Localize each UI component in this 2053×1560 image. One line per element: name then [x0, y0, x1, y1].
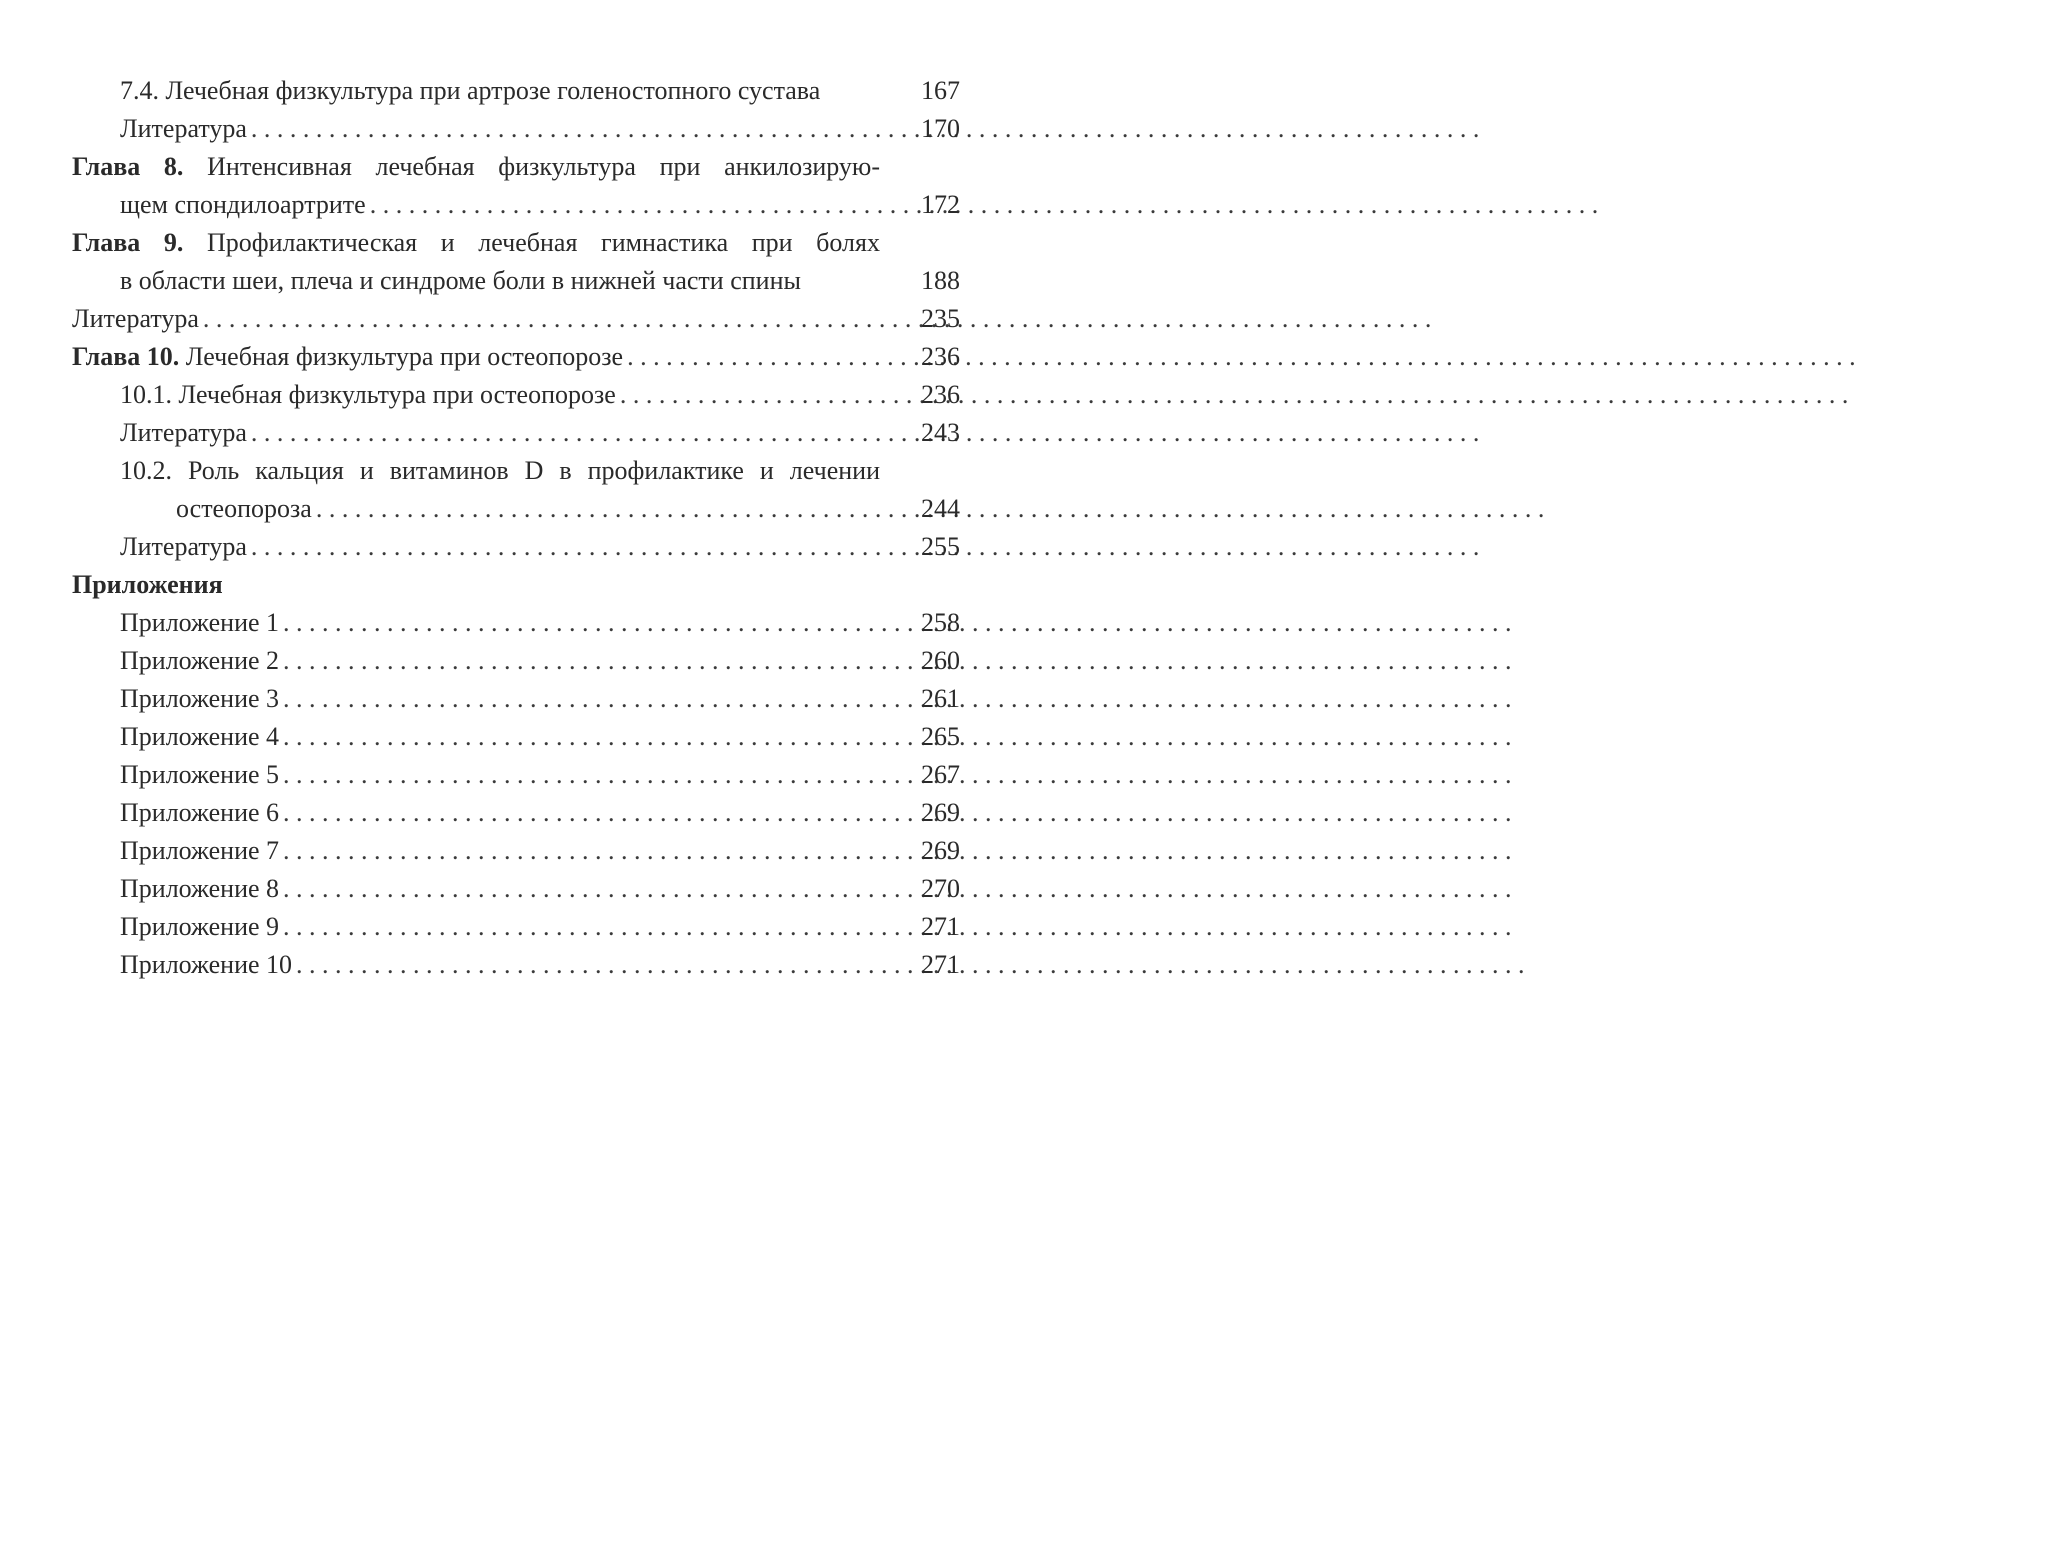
toc-entry-title: Литература — [72, 304, 199, 333]
toc-entry-title: 10.2. Роль кальция и витаминов D в профилактике и лечении — [120, 456, 880, 485]
toc-entry-title: Приложение 10 — [120, 950, 293, 979]
dot-leader — [279, 908, 884, 946]
toc-entry-page: 267 — [921, 760, 960, 789]
dot-leader — [279, 642, 884, 680]
dot-leader — [279, 604, 884, 642]
dot-leader — [279, 870, 884, 908]
toc-entry-page: 244 — [921, 494, 960, 523]
toc-entry-title: Литература — [120, 532, 247, 561]
toc-entry — [72, 110, 960, 148]
dot-leader — [616, 376, 884, 414]
toc-entry-title-continued: в области шеи, плеча и синдроме боли в нижней части спины — [120, 266, 801, 295]
toc-entry — [72, 528, 960, 566]
chapter-label: Глава 9. — [72, 228, 184, 257]
toc-entry-title: 7.4. Лечебная физкультура при артрозе голеностопного сустава — [120, 76, 821, 105]
toc-entry — [72, 794, 960, 832]
toc-entry-title: Интенсивная лечебная физкультура при анкилозирую- — [207, 152, 880, 181]
toc-entry-page: 170 — [921, 114, 960, 143]
dot-leader — [247, 528, 884, 566]
toc-entry-title: Приложение 7 — [120, 836, 280, 865]
dot-leader — [292, 946, 884, 984]
toc-entry — [72, 946, 960, 984]
toc-entry-title: Приложение 2 — [120, 646, 280, 675]
toc-entry-page: 188 — [921, 266, 960, 295]
toc-entry-title: Литература — [120, 114, 247, 143]
toc-entry — [72, 718, 960, 756]
toc-entry-page: 236 — [921, 380, 960, 409]
toc-entry-title: 10.1. Лечебная физкультура при остеопорозе — [120, 380, 616, 409]
toc-entry — [72, 832, 960, 870]
toc-entry-title-continued: остеопороза — [176, 494, 312, 523]
dot-leader — [279, 718, 884, 756]
toc-entry-page: 269 — [921, 836, 960, 865]
toc-entry — [72, 452, 960, 528]
toc-entry-page: 235 — [921, 304, 960, 333]
toc-entry-title: Приложение 8 — [120, 874, 280, 903]
toc-entry — [72, 72, 960, 110]
toc-entry — [72, 870, 960, 908]
dot-leader — [623, 338, 884, 376]
toc-entry — [72, 604, 960, 642]
toc-chapter-entry — [72, 224, 960, 300]
toc-entry-title: Приложение 4 — [120, 722, 280, 751]
toc-entry-page: 167 — [921, 76, 960, 105]
toc-entry-page: 172 — [921, 190, 960, 219]
dot-leader — [247, 414, 884, 452]
toc-entry — [72, 908, 960, 946]
toc-entry-title: Приложение 6 — [120, 798, 280, 827]
toc-entry-title: Лечебная физкультура при остеопорозе — [185, 342, 624, 371]
toc-entry-title-continued: щем спондилоартрите — [120, 190, 366, 219]
toc-entry-title: Приложение 5 — [120, 760, 280, 789]
toc-entry-title: Профилактическая и лечебная гимнастика при болях — [206, 228, 880, 257]
toc-entry — [72, 300, 960, 338]
dot-leader — [279, 756, 884, 794]
toc-entry-page: 258 — [921, 608, 960, 637]
table-of-contents — [72, 72, 960, 984]
toc-entry-page: 271 — [921, 950, 960, 979]
section-heading: Приложения — [72, 570, 223, 599]
toc-entry-title: Приложение 9 — [120, 912, 280, 941]
toc-entry-page: 261 — [921, 684, 960, 713]
chapter-label: Глава 10. — [72, 342, 180, 371]
toc-entry-title: Приложение 3 — [120, 684, 280, 713]
toc-entry — [72, 642, 960, 680]
toc-chapter-entry — [72, 338, 960, 376]
dot-leader — [279, 680, 884, 718]
dot-leader — [279, 832, 884, 870]
dot-leader — [279, 794, 884, 832]
toc-entry-page: 269 — [921, 798, 960, 827]
dot-leader — [199, 300, 884, 338]
toc-entry — [72, 680, 960, 718]
dot-leader — [312, 490, 884, 528]
toc-entry-page: 270 — [921, 874, 960, 903]
toc-chapter-entry — [72, 148, 960, 224]
toc-entry-page: 260 — [921, 646, 960, 675]
toc-entry-title: Приложение 1 — [120, 608, 280, 637]
dot-leader — [366, 186, 884, 224]
chapter-label: Глава 8. — [72, 152, 184, 181]
toc-entry — [72, 376, 960, 414]
toc-entry-page: 255 — [921, 532, 960, 561]
toc-entry-page: 265 — [921, 722, 960, 751]
toc-entry-page: 243 — [921, 418, 960, 447]
toc-entry-title: Литература — [120, 418, 247, 447]
toc-entry — [72, 414, 960, 452]
dot-leader — [247, 110, 884, 148]
toc-entry — [72, 756, 960, 794]
toc-entry-page: 271 — [921, 912, 960, 941]
toc-entry-page: 236 — [921, 342, 960, 371]
